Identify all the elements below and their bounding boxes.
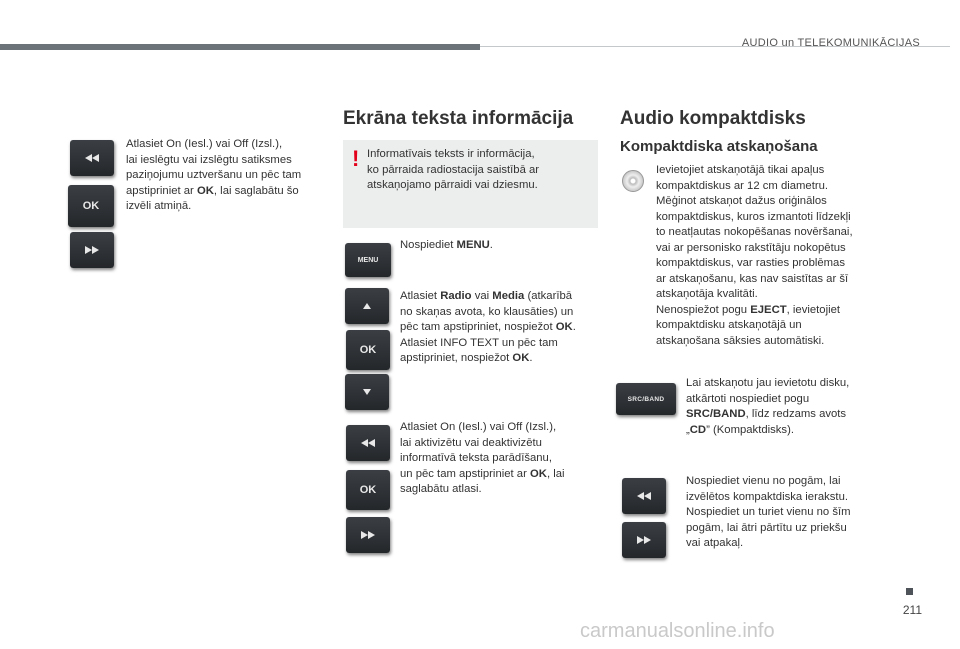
fast-forward-icon xyxy=(637,536,651,544)
warning-icon: ! xyxy=(352,146,360,171)
cd-disc-icon xyxy=(622,170,644,192)
ok-button-2[interactable]: OK xyxy=(346,330,390,370)
info-box-text: Informatīvais teksts ir informācija, ko pārraida radiostacija saistībā ar atskaņojamo pārraidi vai dziesmu. xyxy=(367,148,540,191)
track-select-instructions: Nospiediet vienu no pogām, lai izvēlētos kompaktdiska ierakstu. Nospiediet un turiet vienu no šīm pogām, lai ātri pārtītu uz priekšu vai atpakaļ. xyxy=(686,475,851,549)
ok-button[interactable]: OK xyxy=(68,185,114,227)
next-track-button[interactable] xyxy=(622,522,666,558)
watermark: carmanualsonline.info xyxy=(580,620,775,642)
step-info-text-toggle: Atlasiet On (Iesl.) vai Off (Izsl.), lai aktivizētu vai deaktivizētu informatīvā teksta parādīšanu, un pēc tam apstipriniet ar OK, lai saglabātu atlasi. xyxy=(400,421,565,495)
previous-track-button[interactable] xyxy=(622,478,666,514)
header-bar xyxy=(0,44,480,50)
rewind-icon xyxy=(637,492,651,500)
fast-forward-icon xyxy=(85,246,99,254)
step-menu: Nospiediet MENU. xyxy=(400,239,493,251)
rewind-icon xyxy=(85,154,99,162)
right-title: Audio kompaktdisks xyxy=(620,108,806,129)
src-band-button[interactable]: SRC/BAND xyxy=(616,383,676,415)
cd-source-instructions: Lai atskaņotu jau ievietotu disku, atkārtoti nospiediet pogu SRC/BAND, līdz redzams avots „CD” (Kompaktdisks). xyxy=(686,377,850,436)
next-button[interactable] xyxy=(70,232,114,268)
next-button-2[interactable] xyxy=(346,517,390,553)
page-marker xyxy=(906,588,913,595)
previous-button-2[interactable] xyxy=(346,425,390,461)
rewind-icon xyxy=(361,439,375,447)
step-select-source: Atlasiet Radio vai Media (atkarībā no skaņas avota, ko klausāties) un pēc tam apstipriniet, nospiežot OK. Atlasiet INFO TEXT un pēc tam apstipriniet, nospiežot OK. xyxy=(400,290,576,364)
arrow-up-icon xyxy=(363,303,371,309)
right-subtitle: Kompaktdiska atskaņošana xyxy=(620,138,818,155)
section-title: AUDIO un TELEKOMUNIKĀCIJAS xyxy=(741,37,920,49)
arrow-down-icon xyxy=(363,389,371,395)
fast-forward-icon xyxy=(361,531,375,539)
ok-button-3[interactable]: OK xyxy=(346,470,390,510)
info-box xyxy=(343,140,598,228)
up-button[interactable] xyxy=(345,288,389,324)
middle-title: Ekrāna teksta informācija xyxy=(343,108,574,129)
menu-button[interactable]: MENU xyxy=(345,243,391,277)
left-instruction: Atlasiet On (Iesl.) vai Off (Izsl.), lai ieslēgtu vai izslēgtu satiksmes paziņojumu uztveršanu un pēc tam apstipriniet ar OK, lai saglabātu šo izvēli atmiņā. xyxy=(126,138,302,212)
down-button[interactable] xyxy=(345,374,389,410)
previous-button[interactable] xyxy=(70,140,114,176)
cd-play-instructions: Ievietojiet atskaņotājā tikai apaļus kompaktdiskus ar 12 cm diametru. Mēģinot atskaņot dažus oriģinālos kompaktdiskus, kuros izmantoti līdzekļi to neatļautas nokopēšanas novēršanai, vai ar personisko rakstītāju nokopētus kompaktdiskus, var rasties problēmas ar atskaņošanu, kas nav saistītas ar šī atskaņotāja kvalitāti. Nenospiežot pogu EJECT, ievietojiet kompaktdisku atskaņotājā un atskaņošana sāksies automātiski. xyxy=(656,164,853,347)
page-number: 211 xyxy=(902,603,922,617)
